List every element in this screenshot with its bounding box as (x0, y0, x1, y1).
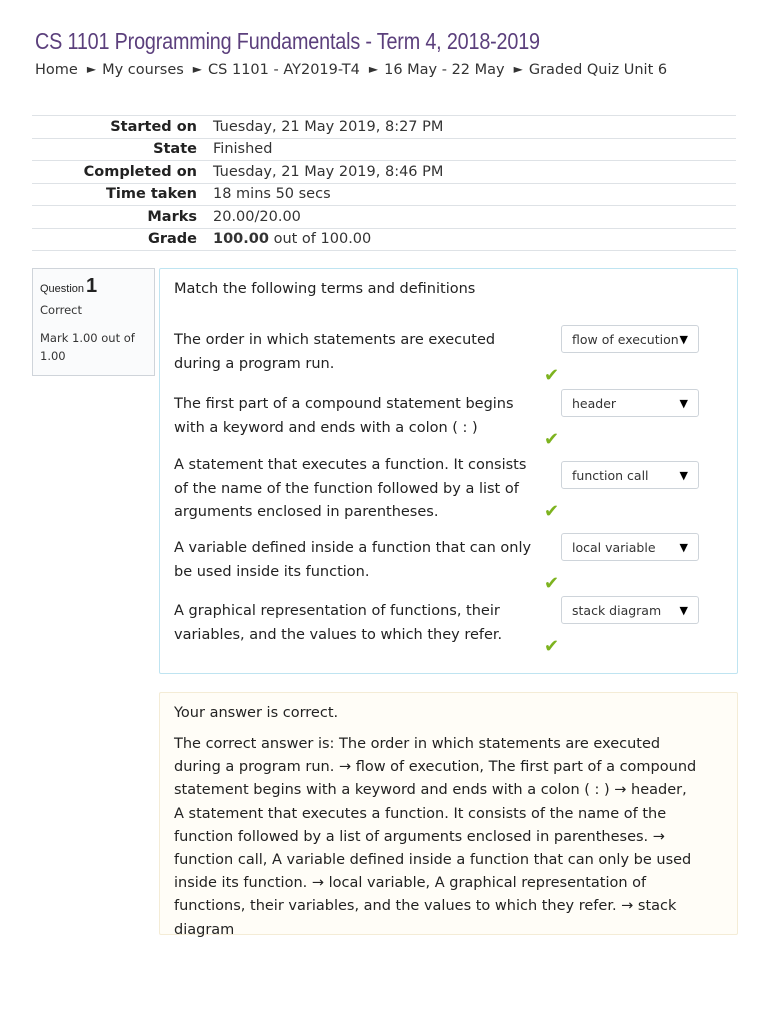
summary-label: Started on (32, 116, 213, 139)
match-answer-select[interactable] (561, 461, 699, 489)
select-value: flow of execution (572, 331, 679, 347)
match-stem: A statement that executes a function. It consists of the name of the function followed by a list of arguments enclosed in parentheses. (174, 457, 527, 520)
summary-label: Time taken (32, 183, 213, 206)
match-answer-select[interactable] (561, 596, 699, 624)
summary-value (213, 228, 736, 251)
question-number-value: 1 (86, 275, 98, 297)
question-state: Correct (40, 303, 82, 317)
question-text: Match the following terms and definitions (174, 281, 476, 297)
summary-label: Grade (32, 228, 213, 251)
question-formulation (159, 268, 738, 674)
summary-value: Finished (213, 138, 736, 161)
summary-value: 18 mins 50 secs (213, 183, 736, 206)
question-feedback (159, 692, 738, 938)
breadcrumb-separator-icon: ► (192, 62, 203, 76)
summary-value: 20.00/20.00 (213, 206, 736, 229)
summary-label: State (32, 138, 213, 161)
match-stem: A graphical representation of functions, their variables, and the values to which they refer. (174, 603, 503, 643)
match-stem: A variable defined inside a function that can only be used inside its function. (174, 540, 532, 580)
match-answer-select[interactable] (561, 325, 699, 353)
summary-label: Marks (32, 206, 213, 229)
match-answer-select[interactable] (561, 533, 699, 561)
match-stem: The order in which statements are executed during a program run. (174, 332, 496, 372)
breadcrumb-separator-icon: ► (368, 62, 379, 76)
question-prefix: Question (40, 283, 85, 295)
quiz-summary-table (32, 115, 736, 251)
dropdown-arrow-icon: ▼ (679, 332, 688, 346)
summary-label: Completed on (32, 161, 213, 184)
dropdown-arrow-icon: ▼ (679, 603, 688, 617)
match-stem: The first part of a compound statement begins with a keyword and ends with a colon ( : ) (174, 396, 514, 436)
course-title: CS 1101 Programming Fundamentals - Term 4, 2018-2019 (35, 28, 540, 54)
summary-row-started (32, 116, 736, 139)
summary-row-marks (32, 206, 736, 229)
grade-score: 100.00 (213, 231, 269, 248)
breadcrumb-separator-icon: ► (513, 62, 523, 76)
breadcrumb-quiz[interactable]: Graded Quiz Unit 6 (528, 62, 668, 78)
breadcrumb-home[interactable]: Home (35, 62, 78, 78)
select-value: stack diagram (572, 602, 662, 618)
general-feedback: Your answer is correct. (174, 705, 339, 721)
dropdown-arrow-icon: ▼ (679, 468, 688, 482)
summary-row-completed (32, 161, 736, 184)
correct-check-icon: ✔ (544, 501, 560, 522)
question-info (32, 268, 155, 376)
dropdown-arrow-icon: ▼ (679, 396, 688, 410)
question-number (40, 275, 148, 298)
grade-out-of: out of 100.00 (268, 231, 372, 248)
breadcrumb-week[interactable]: 16 May - 22 May (384, 62, 505, 78)
question-grade: Mark 1.00 out of 1.00 (40, 331, 135, 363)
match-answer-select[interactable] (561, 389, 699, 417)
select-value: function call (572, 467, 649, 483)
breadcrumb (35, 62, 667, 78)
select-value: local variable (572, 539, 656, 555)
select-value: header (572, 395, 617, 411)
correct-check-icon: ✔ (544, 636, 560, 657)
summary-value: Tuesday, 21 May 2019, 8:27 PM (213, 116, 736, 139)
right-answer: The correct answer is: The order in which statements are executed during a program run. → flow of execution, The first part of a compound statement begins with a keyword and ends with a colon ( : ) → header, A statement that executes a function. It consists of the name of the function followed by a list of arguments enclosed in parentheses. → function call, A variable defined inside a function that can only be used inside its function. → local variable, A graphical representation of functions, their variables, and the values to which they refer. → stack diagram (174, 736, 697, 938)
dropdown-arrow-icon: ▼ (679, 540, 688, 554)
correct-check-icon: ✔ (544, 429, 560, 450)
summary-row-state (32, 138, 736, 161)
summary-row-time-taken (32, 183, 736, 206)
summary-row-grade (32, 228, 736, 251)
breadcrumb-my-courses[interactable]: My courses (102, 62, 184, 78)
summary-value: Tuesday, 21 May 2019, 8:46 PM (213, 161, 736, 184)
correct-check-icon: ✔ (544, 573, 560, 594)
correct-check-icon: ✔ (544, 365, 560, 386)
breadcrumb-separator-icon: ► (86, 62, 97, 76)
breadcrumb-course[interactable]: CS 1101 - AY2019-T4 (208, 62, 360, 78)
